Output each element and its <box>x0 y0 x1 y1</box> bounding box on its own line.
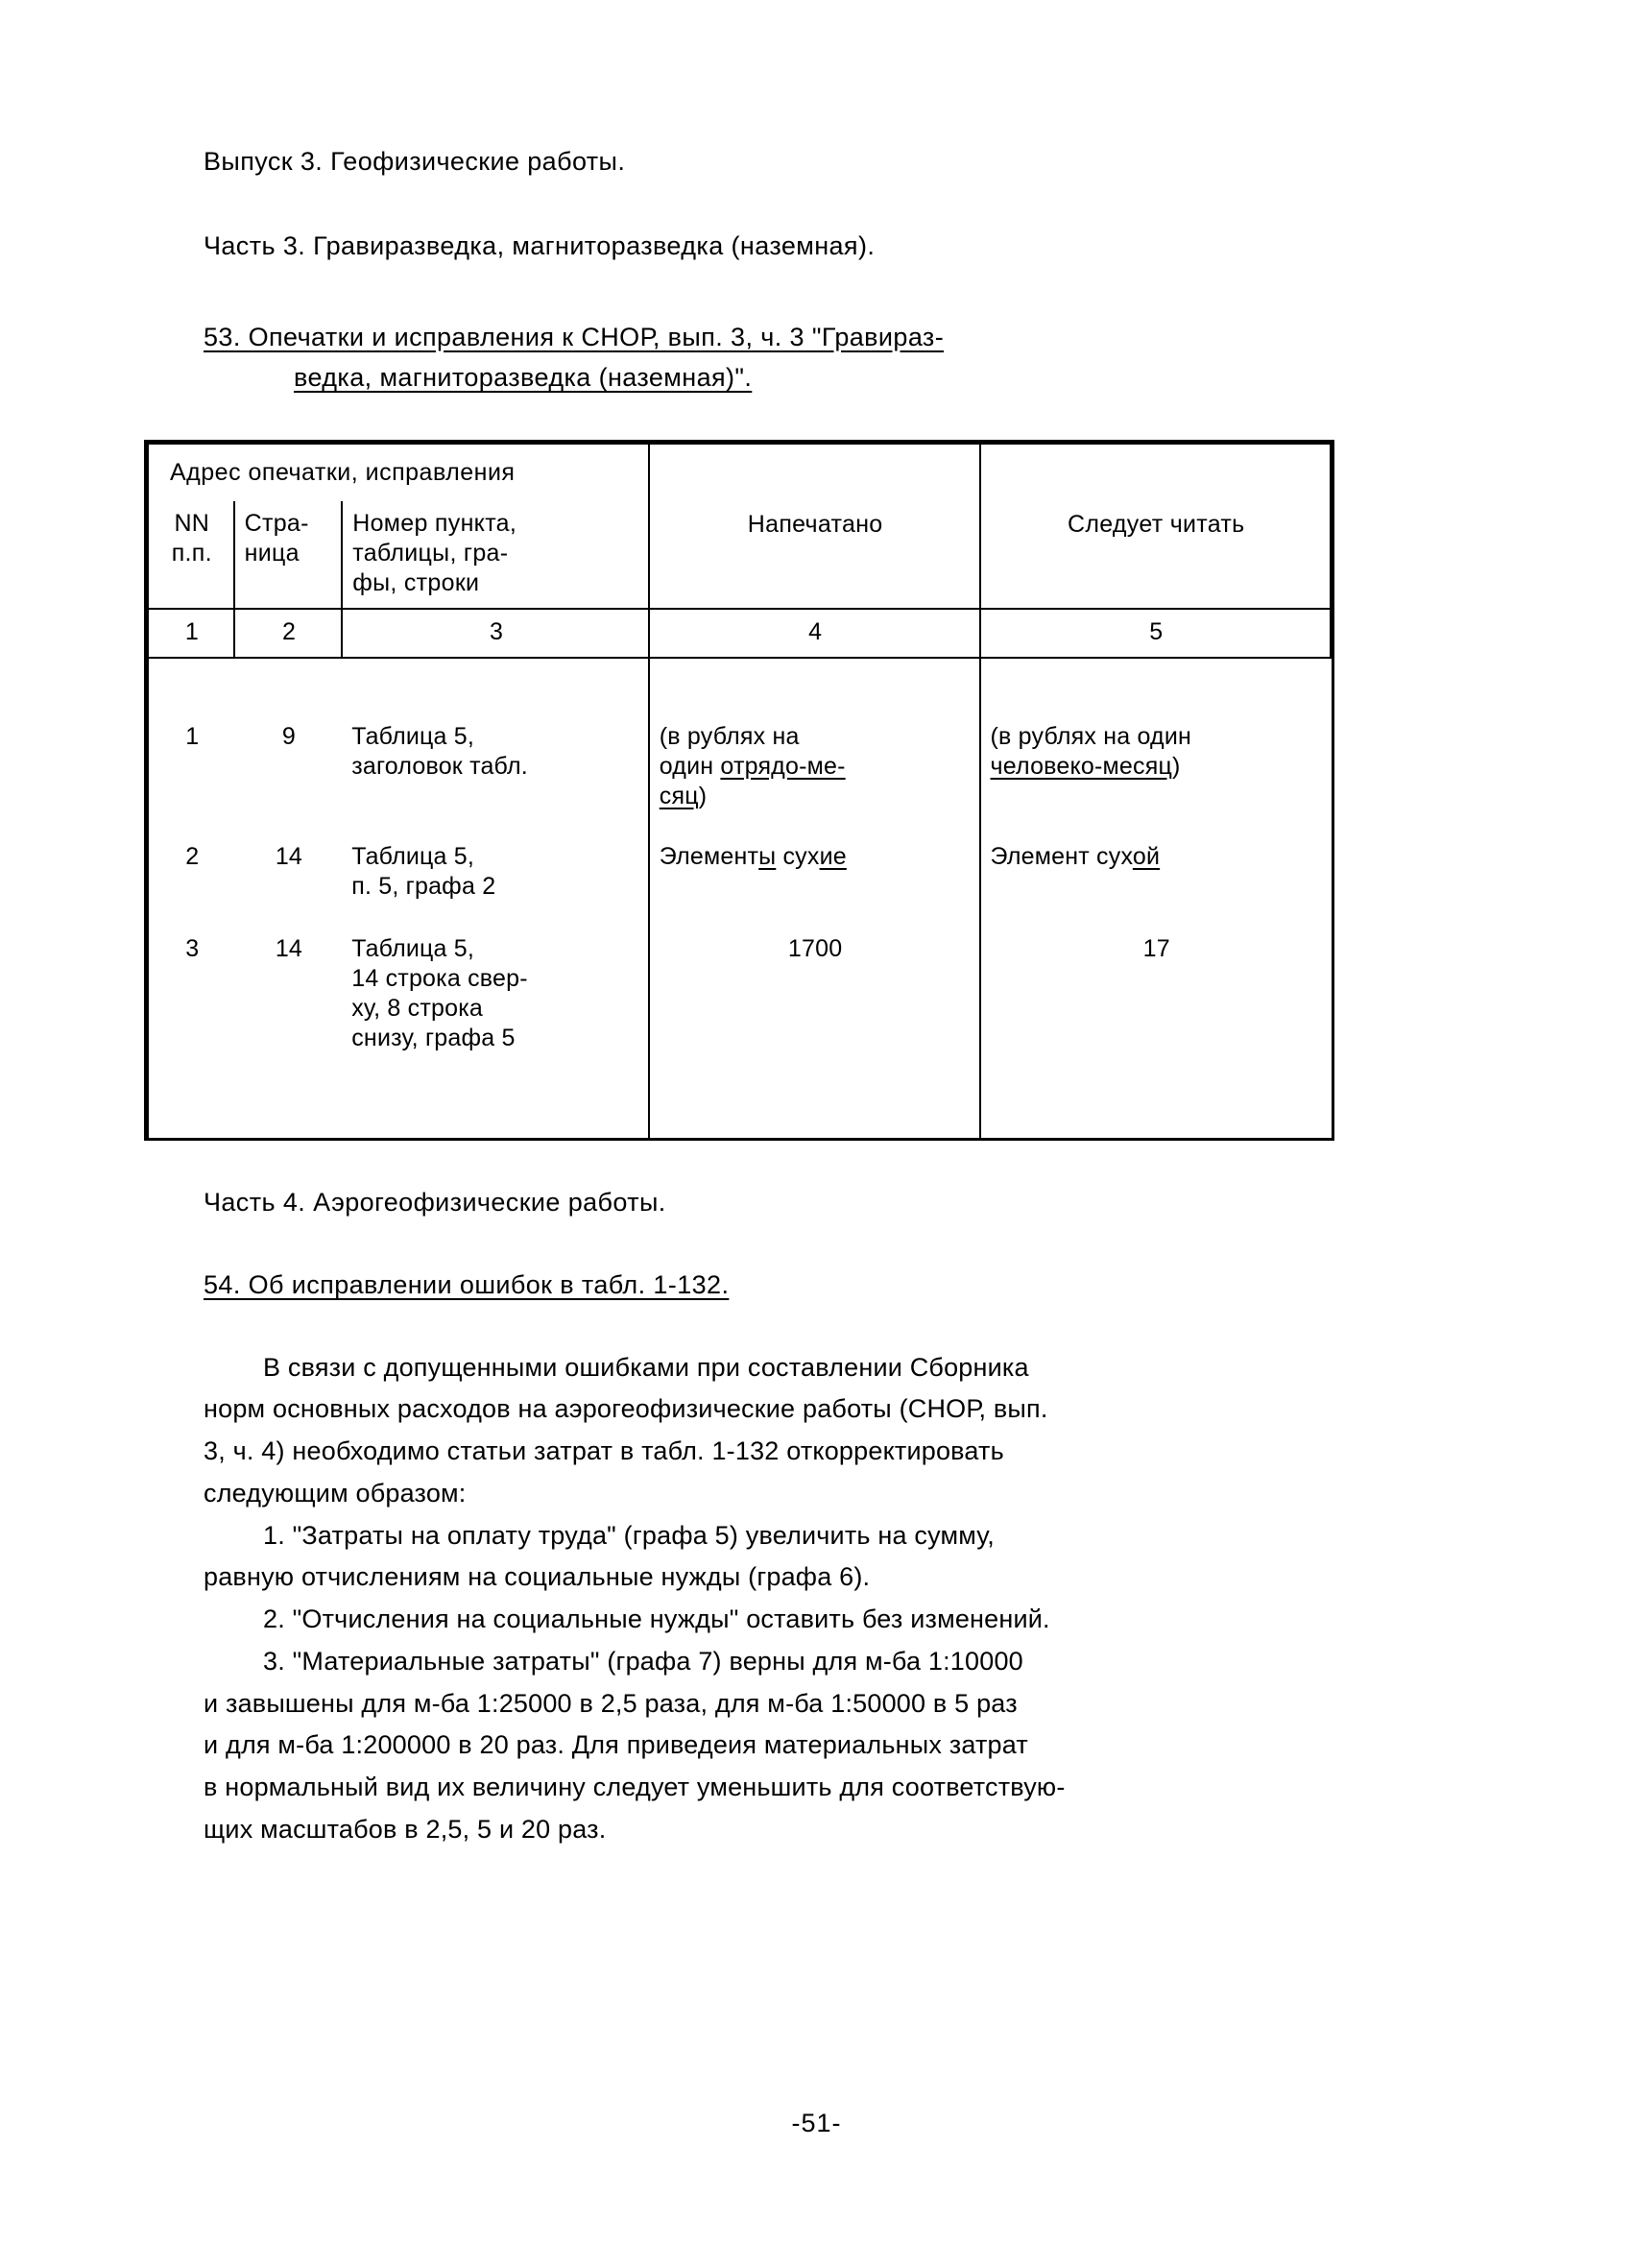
paragraph-item-3-line3: и для м-ба 1:200000 в 20 раз. Для приведеия материальных затрат <box>204 1730 1028 1760</box>
row3-location <box>342 911 649 1063</box>
row2-location-line2: п. 5, графа 2 <box>351 872 496 900</box>
page-number: -51- <box>791 2109 842 2137</box>
row3-should-read: 17 <box>1142 934 1170 962</box>
paragraph-item-1-line1 <box>204 1515 1442 1557</box>
paragraph-item-1 <box>204 1515 1442 1599</box>
col-number-2: 2 <box>234 609 343 658</box>
printed-header-cell: Напечатано <box>649 444 980 609</box>
row2-printed-mid: сух <box>776 842 820 870</box>
row1-nn: 1 <box>148 714 234 821</box>
item-header-line3: фы, строки <box>352 568 480 596</box>
col-number-4: 4 <box>649 609 980 658</box>
row1-printed-line2 <box>660 752 972 782</box>
table-row <box>148 821 1331 911</box>
paragraph-item-1-line2: равную отчислениям на социальные нужды (графа 6). <box>204 1562 871 1592</box>
row3-location-line1: Таблица 5, <box>351 934 475 962</box>
row2-location-line1: Таблица 5, <box>351 842 475 870</box>
errata-table-wrapper <box>144 440 1334 1141</box>
page-content <box>170 144 1442 1850</box>
part4-heading: Часть 4. Аэрогеофизические работы. <box>204 1187 666 1217</box>
item-header-line1: Номер пункта, <box>352 509 517 537</box>
paragraph-item-2 <box>204 1599 1442 1641</box>
table-bottom-spacer-row <box>148 1063 1331 1138</box>
row1-page: 9 <box>281 722 296 750</box>
page-header-line2: ница <box>244 539 300 567</box>
page-header-line1: Стра- <box>244 509 309 537</box>
row2-should-underlined: ой <box>1132 842 1161 870</box>
row2-printed-underlined-1: ы <box>758 842 777 870</box>
paragraph-item-3-line5: щих масштабов в 2,5, 5 и 20 раз. <box>204 1814 607 1844</box>
row3-location-line2: 14 строка свер- <box>351 964 528 992</box>
row1-location-line2: заголовок табл. <box>351 752 528 780</box>
paragraph-item-2-line1 <box>204 1599 1442 1641</box>
row1-printed-line3-post: ) <box>698 782 708 809</box>
row1-printed-line1: (в рублях на <box>659 722 800 750</box>
section-54-title-text: 54. Об исправлении ошибок в табл. 1-132. <box>204 1270 730 1300</box>
errata-table <box>147 443 1332 1138</box>
row1-location-line1: Таблица 5, <box>351 722 475 750</box>
paragraph-intro-line4: следующим образом: <box>204 1478 467 1508</box>
section-53-title-line2-text: ведка, магниторазведка (наземная)". <box>294 363 753 393</box>
row1-should-line2-post: ) <box>1172 752 1181 780</box>
address-header-cell: Адрес опечатки, исправления <box>148 444 649 501</box>
paragraph-intro <box>204 1347 1442 1515</box>
row3-page: 14 <box>275 934 303 962</box>
paragraph-item-2-line1-text: 2. "Отчисления на социальные нужды" оставить без изменений. <box>263 1604 1050 1634</box>
table-spacer-row <box>148 658 1331 714</box>
row2-nn: 2 <box>148 821 234 911</box>
row3-nn: 3 <box>148 911 234 1063</box>
row2-should-read <box>980 821 1331 911</box>
row1-location <box>342 714 649 821</box>
row1-printed <box>649 714 980 821</box>
row1-printed-line2-underlined: отрядо-ме- <box>720 752 846 780</box>
section-53-title-line1-text: 53. Опечатки и исправления к СНОР, вып. 3, ч. 3 "Гравираз- <box>204 322 945 351</box>
paragraph-intro-line2: норм основных расходов на аэрогеофизические работы (СНОР, вып. <box>204 1394 1048 1424</box>
row2-printed <box>649 821 980 911</box>
page-header-cell <box>234 501 343 609</box>
col-number-3: 3 <box>342 609 649 658</box>
item-header-cell <box>342 501 649 609</box>
col-number-1: 1 <box>148 609 234 658</box>
paragraph-intro-line1-text: В связи с допущенными ошибками при составлении Сборника <box>263 1352 1029 1382</box>
col-number-5: 5 <box>980 609 1331 658</box>
row1-printed-line3 <box>660 782 972 811</box>
nn-header-line2: п.п. <box>171 539 212 567</box>
paragraph-item-3-line1 <box>204 1641 1442 1683</box>
row1-should-line1: (в рублях на один <box>990 722 1192 750</box>
table-row <box>148 714 1331 821</box>
row1-should-read <box>980 714 1331 821</box>
paragraph-item-1-line1-text: 1. "Затраты на оплату труда" (графа 5) увеличить на сумму, <box>263 1520 996 1550</box>
lower-text-block <box>204 1185 1442 1851</box>
issue-heading: Выпуск 3. Геофизические работы. <box>204 147 626 176</box>
part3-heading: Часть 3. Гравиразведка, магниторазведка (наземная). <box>204 231 876 261</box>
row1-printed-line3-underlined: сяц <box>659 782 699 809</box>
paragraph-intro-line3: 3, ч. 4) необходимо статьи затрат в табл. 1-132 откорректировать <box>204 1436 1004 1466</box>
paragraph-item-3-line4: в нормальный вид их величину следует уменьшить для соответствую- <box>204 1772 1066 1801</box>
row3-location-line4: снизу, графа 5 <box>351 1024 516 1051</box>
table-row <box>148 911 1331 1063</box>
nn-header-cell <box>148 501 234 609</box>
row2-printed-underlined-2: ие <box>819 842 847 870</box>
section-53-title-line2 <box>294 360 1442 395</box>
row2-printed-pre: Элемент <box>659 842 759 870</box>
should-read-header-cell: Следует читать <box>980 444 1331 609</box>
row2-page: 14 <box>275 842 303 870</box>
section-54-title <box>204 1267 1442 1302</box>
table-column-number-row <box>148 609 1331 658</box>
row2-location <box>342 821 649 911</box>
item-header-line2: таблицы, гра- <box>352 539 509 567</box>
paragraph-item-3-line2: и завышены для м-ба 1:25000 в 2,5 раза, для м-ба 1:50000 в 5 раз <box>204 1688 1018 1718</box>
row3-location-line3: ху, 8 строка <box>351 994 484 1022</box>
row1-printed-line2-pre: один <box>659 752 721 780</box>
row1-should-line2 <box>991 752 1323 782</box>
table-header-row-address <box>148 444 1331 501</box>
section-53-title-line1 <box>204 320 1442 354</box>
row2-should-pre: Элемент сух <box>990 842 1133 870</box>
row1-should-line2-underlined: человеко-месяц <box>990 752 1172 780</box>
paragraph-intro-line1 <box>204 1347 1442 1389</box>
row3-printed: 1700 <box>649 911 980 1063</box>
nn-header-line1: NN <box>174 509 210 537</box>
paragraph-item-3 <box>204 1641 1442 1851</box>
paragraph-item-3-line1-text: 3. "Материальные затраты" (графа 7) верны для м-ба 1:10000 <box>263 1646 1023 1676</box>
